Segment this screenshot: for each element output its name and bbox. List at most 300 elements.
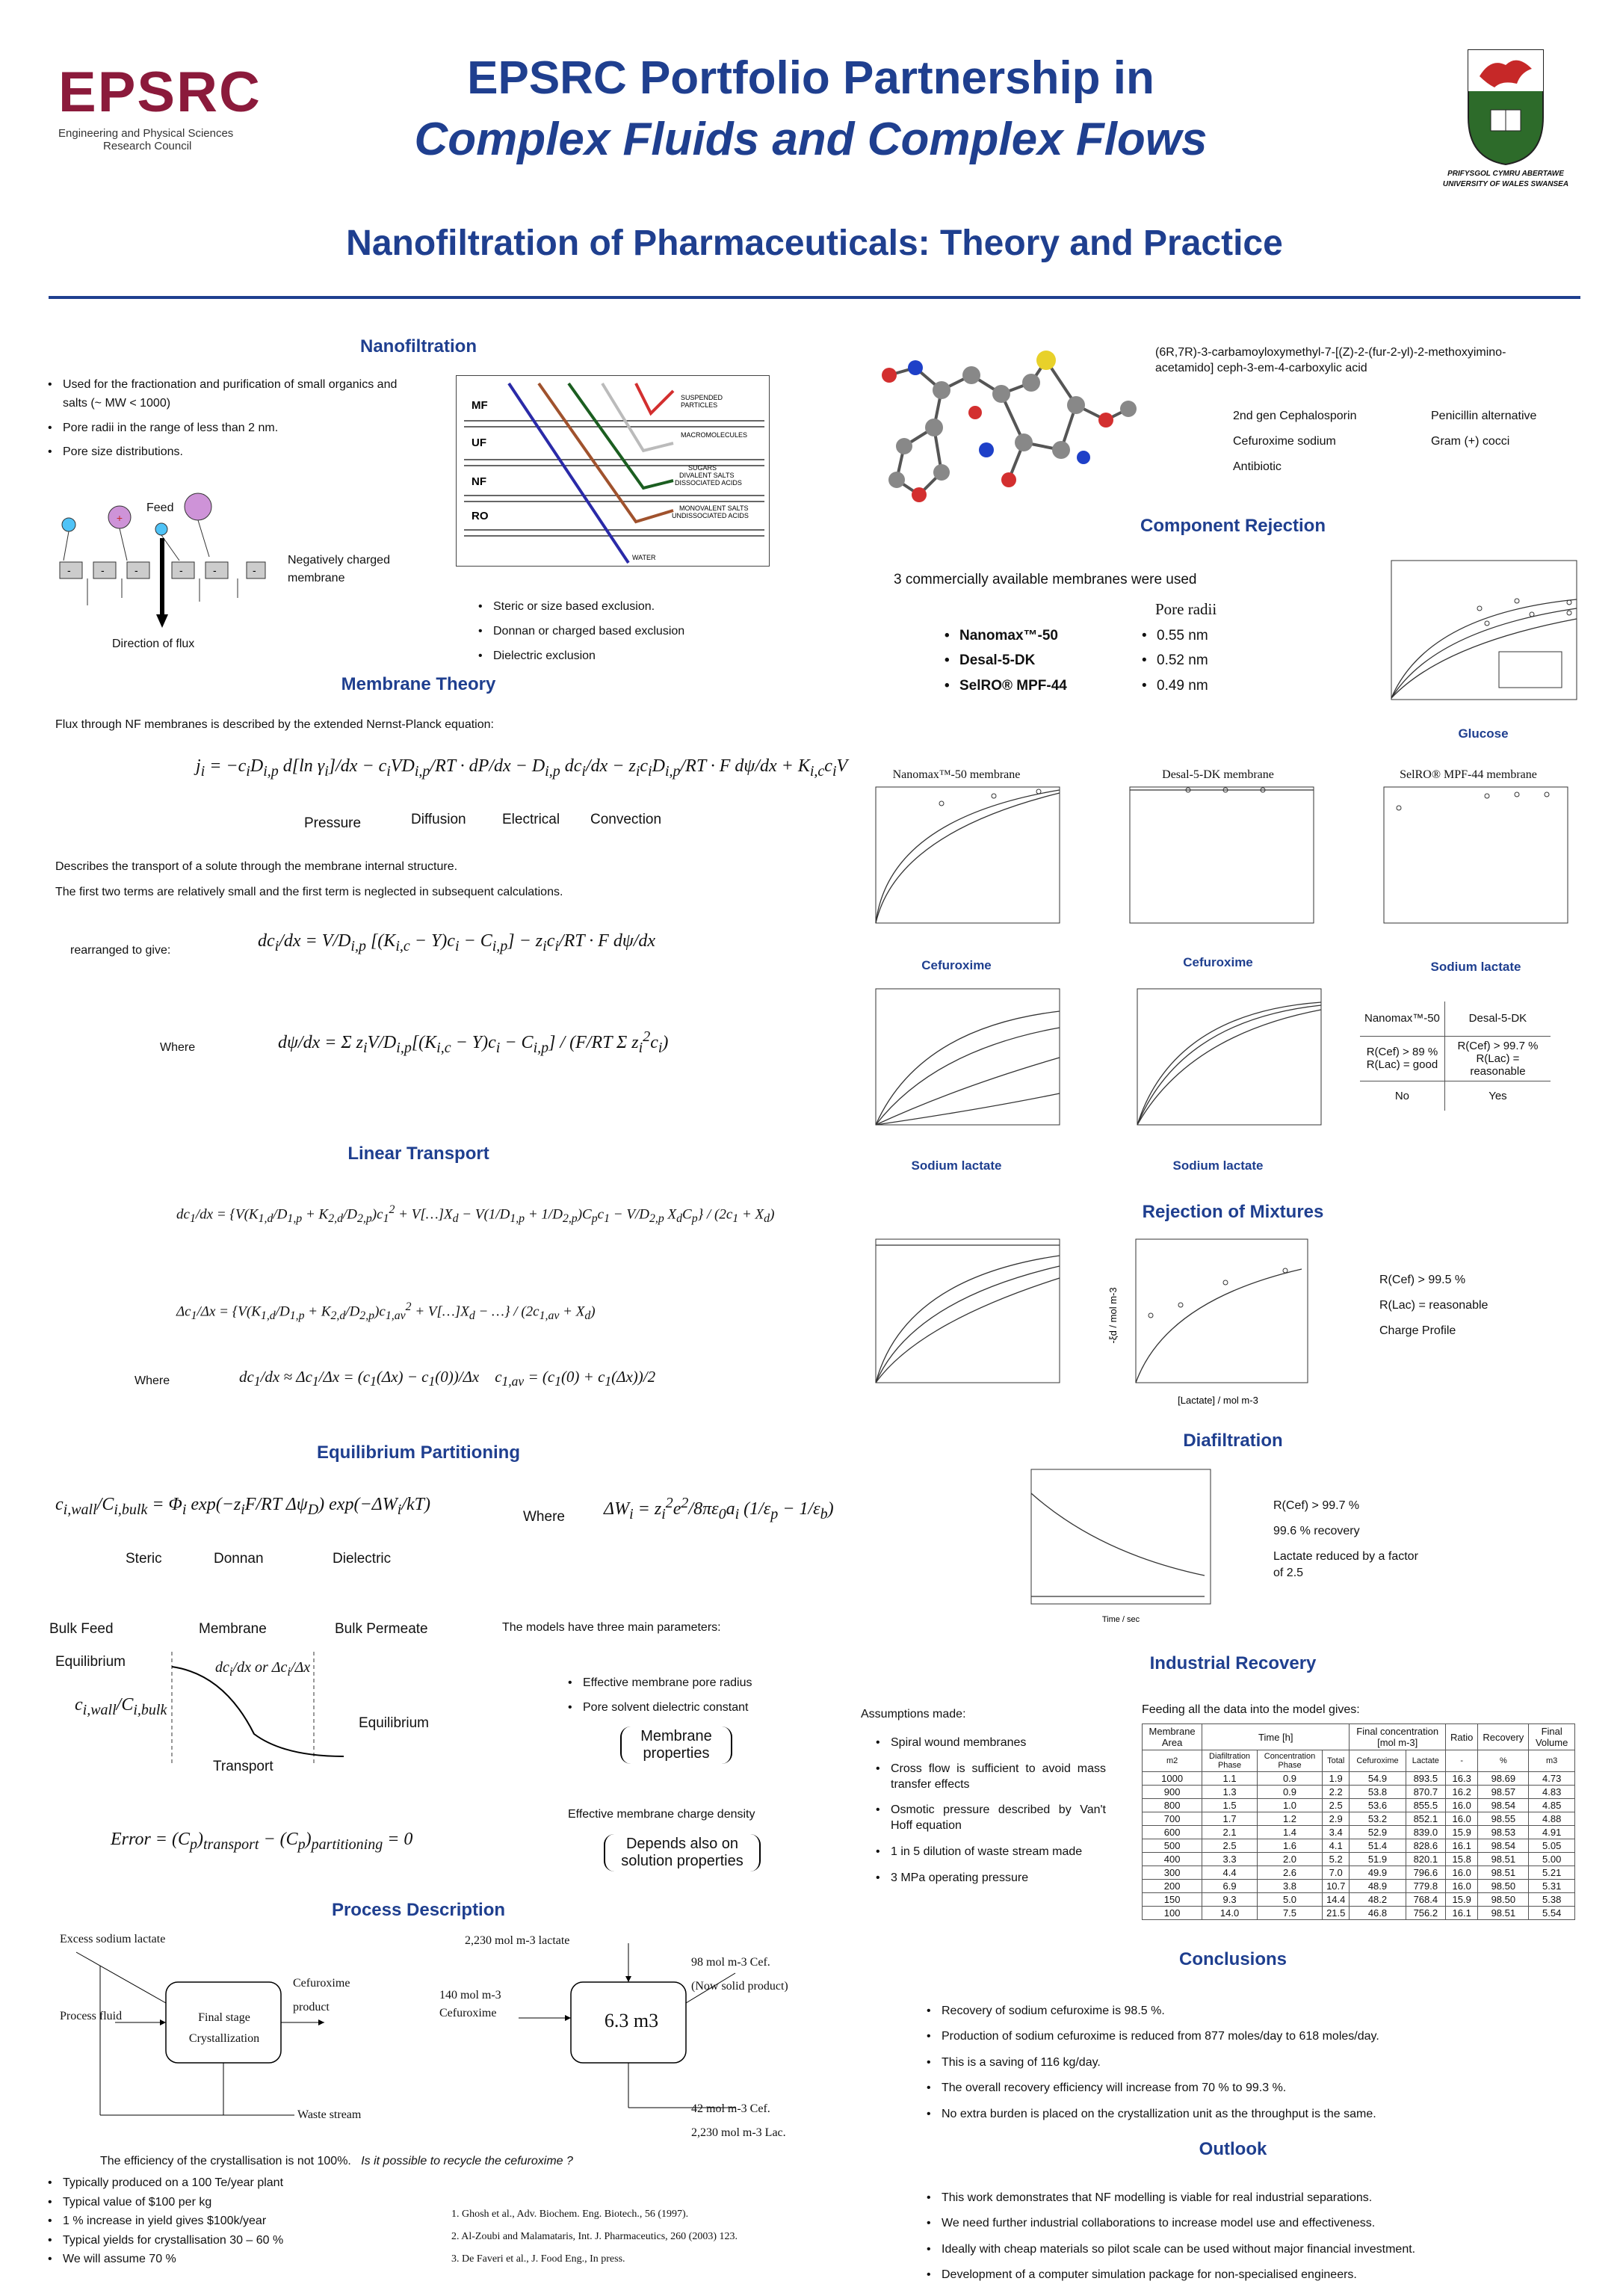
table-cell: 0.9 bbox=[1257, 1786, 1322, 1799]
molecule-props-right bbox=[1431, 404, 1536, 454]
nanofiltration-heading: Nanofiltration bbox=[360, 336, 477, 357]
table-cell: 852.1 bbox=[1406, 1812, 1445, 1826]
ind-sub: Concentration Phase bbox=[1257, 1750, 1322, 1772]
table-cell: 53.8 bbox=[1350, 1786, 1406, 1799]
brace-membrane-properties: Membrane properties bbox=[620, 1726, 732, 1764]
table-cell: 98.50 bbox=[1478, 1893, 1529, 1907]
plot-diafiltration bbox=[1009, 1463, 1218, 1628]
membrane-item: • SelRO® MPF-44 bbox=[943, 675, 1067, 697]
brace-solution-properties: Depends also on solution properties bbox=[604, 1834, 761, 1871]
selro-lactate-label: Sodium lactate bbox=[1430, 960, 1521, 974]
species-macromolecules: MACROMOLECULES bbox=[681, 431, 748, 439]
nanomax-cefuroxime-label: Cefuroxime bbox=[921, 958, 992, 972]
pore-item: • 0.49 nm bbox=[1140, 675, 1208, 697]
title-line-1: EPSRC Portfolio Partnership in bbox=[467, 52, 1154, 104]
equilibrium-where-label: Where bbox=[523, 1509, 565, 1525]
table-cell: 21.5 bbox=[1323, 1907, 1350, 1920]
process-bullet: • We will assume 70 % bbox=[46, 2251, 405, 2268]
svg-text:-: - bbox=[213, 564, 217, 576]
process-bullet: • Typical value of $100 per kg bbox=[46, 2194, 405, 2211]
table-cell: 48.2 bbox=[1350, 1893, 1406, 1907]
outlook-item: • Development of a computer simulation package for non-specialised engineers. bbox=[925, 2267, 1553, 2283]
feed-particles bbox=[62, 493, 211, 561]
epsrc-logo-text: EPSRC bbox=[58, 61, 262, 124]
table-cell: 98.57 bbox=[1478, 1786, 1529, 1799]
equilibrium-left: Equilibrium bbox=[55, 1654, 126, 1670]
level-nf: NF bbox=[472, 475, 486, 488]
table-cell: 16.0 bbox=[1446, 1812, 1478, 1826]
table-cell: 14.0 bbox=[1202, 1907, 1258, 1920]
direction-label: Direction of flux bbox=[112, 638, 195, 650]
nf-bullet: • Pore radii in the range of less than 2 nm. bbox=[46, 419, 398, 438]
outlook-heading: Outlook bbox=[1199, 2139, 1267, 2159]
industrial-table-body bbox=[1143, 1772, 1575, 1920]
potential-gradient-equation: dψ/dx = Σ $z_iV/D_{i,p}[(K_{i,c} - Y)c_i - C_{i,p}] / (F/RT$ Σ $z_i^2c_i$) bbox=[278, 1028, 669, 1056]
cmp-header: Nanomax™-50 bbox=[1360, 1002, 1444, 1036]
mixtures-xlabel: [Lactate] / mol m-3 bbox=[1178, 1395, 1258, 1406]
table-cell: 3.8 bbox=[1257, 1880, 1322, 1893]
table-cell: 54.9 bbox=[1350, 1772, 1406, 1786]
component-rejection-heading: Component Rejection bbox=[1140, 516, 1326, 536]
rearranged-label: rearranged to give: bbox=[70, 944, 171, 957]
assumption: • 1 in 5 dilution of waste stream made bbox=[874, 1845, 1106, 1860]
table-cell: 2.5 bbox=[1323, 1799, 1350, 1812]
table-cell: 98.54 bbox=[1478, 1839, 1529, 1853]
table-cell: 300 bbox=[1143, 1866, 1202, 1880]
crystallisation-efficiency bbox=[100, 2152, 573, 2170]
mixture-note: Charge Profile bbox=[1379, 1324, 1456, 1337]
cmp-cell: R(Lac) = good bbox=[1366, 1058, 1438, 1071]
glucose-label: Glucose bbox=[1458, 726, 1509, 741]
table-cell: 828.6 bbox=[1406, 1839, 1445, 1853]
species-monovalent: MONOVALENT SALTS bbox=[679, 504, 749, 512]
svg-text:-: - bbox=[135, 564, 138, 576]
outlet-solid: (Now solid product) bbox=[691, 1980, 788, 1993]
conclusion: • Recovery of sodium cefuroxime is 98.5 %. bbox=[925, 2003, 1538, 2019]
pore-list bbox=[1140, 625, 1208, 703]
process-bullet: • Typically produced on a 100 Te/year plant bbox=[46, 2175, 405, 2191]
table-cell: 10.7 bbox=[1323, 1880, 1350, 1893]
assumption: • Spiral wound membranes bbox=[874, 1735, 1106, 1751]
ind-sub: Lactate bbox=[1406, 1750, 1445, 1772]
nanomax-lactate-label: Sodium lactate bbox=[911, 1158, 1002, 1173]
level-ro: RO bbox=[472, 510, 489, 522]
table-cell: 98.51 bbox=[1478, 1866, 1529, 1880]
term-dielectric: Dielectric bbox=[333, 1551, 392, 1567]
mixtures-heading: Rejection of Mixtures bbox=[1142, 1202, 1324, 1222]
plot-title-nanomax: Nanomax™-50 membrane bbox=[892, 768, 1021, 781]
membrane-item: • Desal-5-DK bbox=[943, 649, 1067, 671]
table-cell: 46.8 bbox=[1350, 1907, 1406, 1920]
svg-text:-: - bbox=[253, 564, 256, 576]
filtration-spectrum bbox=[456, 375, 770, 567]
table-cell: 4.91 bbox=[1529, 1826, 1575, 1839]
table-cell: 1.6 bbox=[1257, 1839, 1322, 1853]
linear-transport-heading: Linear Transport bbox=[347, 1144, 489, 1164]
table-cell: 820.1 bbox=[1406, 1853, 1445, 1866]
diafiltration-heading: Diafiltration bbox=[1183, 1431, 1283, 1451]
outlook-item: • Ideally with cheap materials so pilot scale can be used without major financial investment. bbox=[925, 2241, 1553, 2258]
ind-sub: Cefuroxime bbox=[1350, 1750, 1406, 1772]
process-fluid: Process fluid bbox=[60, 2010, 123, 2022]
membrane-theory-heading: Membrane Theory bbox=[341, 674, 496, 694]
conclusion: • The overall recovery efficiency will increase from 70 % to 99.3 %. bbox=[925, 2080, 1538, 2096]
uni-line-1: PRIFYSGOL CYMRU ABERTAWE bbox=[1447, 170, 1564, 178]
outlet-cefuroxime: 98 mol m-3 Cef. bbox=[691, 1956, 770, 1969]
conclusion: • This is a saving of 116 kg/day. bbox=[925, 2055, 1538, 2071]
process-bullet: • 1 % increase in yield gives $100k/year bbox=[46, 2213, 405, 2229]
species-sugars: SUGARS bbox=[688, 464, 717, 472]
plot-charge-profile bbox=[1106, 1233, 1315, 1413]
conclusions-heading: Conclusions bbox=[1178, 1949, 1287, 1969]
ind-header: Final concentration [mol m-3] bbox=[1350, 1724, 1446, 1750]
table-cell: 796.6 bbox=[1406, 1866, 1445, 1880]
table-cell: 15.9 bbox=[1446, 1893, 1478, 1907]
membrane-col-label: Membrane bbox=[199, 1621, 267, 1637]
plot-glucose bbox=[1367, 555, 1584, 720]
membranes-intro: 3 commercially available membranes were used bbox=[894, 572, 1197, 587]
bulk-feed-label: Bulk Feed bbox=[49, 1621, 114, 1637]
species-particles: PARTICLES bbox=[681, 401, 718, 409]
ind-header: Time [h] bbox=[1202, 1724, 1350, 1750]
process-bullet: • Typical yields for crystallisation 30 – 60 % bbox=[46, 2232, 405, 2249]
linear-approx-equation: $dc_1/dx \approx \Delta c_1/\Delta x = (c_1(\Delta x) - c_1(0))/\Delta x$ $c_{1,av} = (c_1(0) + c_1(\Delta x))/2$ bbox=[239, 1368, 656, 1389]
plot-title-desal: Desal-5-DK membrane bbox=[1162, 768, 1274, 781]
table-cell: 16.0 bbox=[1446, 1880, 1478, 1893]
theory-where-label: Where bbox=[160, 1041, 196, 1054]
table-cell: 700 bbox=[1143, 1812, 1202, 1826]
plot-desal-lactate bbox=[1106, 983, 1330, 1147]
species-dissociated: DISSOCIATED ACIDS bbox=[675, 479, 742, 487]
cefuroxime-molecule bbox=[859, 338, 1143, 502]
uni-line-2: UNIVERSITY OF WALES SWANSEA bbox=[1442, 180, 1569, 188]
linear-equation-1: $dc_1/dx = \{V(K_{1,d}/D_{1,p} + K_{2,d}/D_{2,p})c_1^2$ + $V[\dots]X_d - V(1/D_{1,p} + 1/D_{2,p})C_pc_1 - V/D_{2,p}$ $X_dC_p\} / (2c_1 + X_d)$ bbox=[176, 1203, 775, 1226]
theory-desc-2: The first two terms are relatively small and the first term is neglected in subsequent calculations. bbox=[55, 886, 563, 898]
table-cell: 2.0 bbox=[1257, 1853, 1322, 1866]
term-donnan: Donnan bbox=[214, 1551, 264, 1567]
table-cell: 53.6 bbox=[1350, 1799, 1406, 1812]
table-cell: 1.7 bbox=[1202, 1812, 1258, 1826]
table-cell: 1000 bbox=[1143, 1772, 1202, 1786]
plot-mixtures-rejection bbox=[844, 1233, 1069, 1405]
partition-equation: $c_{i,wall}/C_{i,bulk} = \Phi_i$ $\exp(-z_iF/RT$ $\Delta\psi_D$) $\exp(-\Delta W_i/kT)$ bbox=[55, 1495, 430, 1518]
efficiency-text: The efficiency of the crystallisation is not 100%. bbox=[100, 2155, 351, 2167]
term-diffusion: Diffusion bbox=[411, 812, 466, 827]
plot-title-selro: SelRO® MPF-44 membrane bbox=[1400, 768, 1537, 781]
table-cell: 4.73 bbox=[1529, 1772, 1575, 1786]
desal-cefuroxime-label: Cefuroxime bbox=[1183, 955, 1253, 969]
title-line-2: Complex Fluids and Complex Flows bbox=[414, 114, 1208, 165]
table-cell: 1.9 bbox=[1323, 1772, 1350, 1786]
plot-selro-lactate bbox=[1352, 781, 1577, 945]
table-row bbox=[1143, 1893, 1575, 1907]
cefuroxime-product: Cefuroxime product bbox=[293, 1977, 350, 2013]
linear-where-label: Where bbox=[135, 1374, 170, 1387]
assumption: • Cross flow is sufficient to avoid mass transfer effects bbox=[874, 1762, 1106, 1793]
mixtures-ylabel: -ξd / mol m-3 bbox=[1107, 1287, 1119, 1344]
species-undissociated: UNDISSOCIATED ACIDS bbox=[672, 512, 749, 519]
assumption: • 3 MPa operating pressure bbox=[874, 1871, 1106, 1886]
bulk-permeate-label: Bulk Permeate bbox=[335, 1621, 428, 1637]
waste-stream: Waste stream bbox=[297, 2108, 362, 2121]
table-cell: 756.2 bbox=[1406, 1907, 1445, 1920]
molecule-name: (6R,7R)-3-carbamoyloxymethyl-7-[(Z)-2-(fur-2-yl)-2-methoxyimino-acetamido] ceph-3-em-4-carboxylic acid bbox=[1155, 346, 1506, 374]
svg-text:-: - bbox=[101, 564, 105, 576]
equilibrium-right: Equilibrium bbox=[359, 1715, 429, 1731]
mechanism: • Dielectric exclusion bbox=[477, 647, 761, 666]
svg-text:+: + bbox=[116, 512, 123, 524]
table-cell: 98.55 bbox=[1478, 1812, 1529, 1826]
table-cell: 98.54 bbox=[1478, 1799, 1529, 1812]
crest-icon bbox=[1465, 46, 1547, 166]
outlook-list bbox=[925, 2190, 1553, 2290]
plot-desal-cefuroxime bbox=[1098, 781, 1323, 945]
conclusion: • Production of sodium cefuroxime is reduced from 877 moles/day to 618 moles/day. bbox=[925, 2028, 1538, 2045]
term-electrical: Electrical bbox=[502, 812, 560, 827]
svg-text:-: - bbox=[179, 564, 183, 576]
table-cell: 98.51 bbox=[1478, 1853, 1529, 1866]
table-cell: 800 bbox=[1143, 1799, 1202, 1812]
table-cell: 5.54 bbox=[1529, 1907, 1575, 1920]
table-cell: 15.9 bbox=[1446, 1826, 1478, 1839]
table-cell: 7.0 bbox=[1323, 1866, 1350, 1880]
inlet-lactate: 2,230 mol m-3 lactate bbox=[465, 1934, 570, 1947]
reference: 3. De Faveri et al., J. Food Eng., In press. bbox=[451, 2253, 625, 2265]
linear-equation-2: $\Delta c_1/\Delta x = \{V(K_{1,d}/D_{1,p} + K_{2,d}/D_{2,p})c_{1,av}^2$ + $V[\dots]X_d$ − …} / $(2c_{1,av} + X_d)$ bbox=[176, 1300, 596, 1323]
membrane-label: Negatively charged membrane bbox=[288, 554, 390, 584]
table-cell: 400 bbox=[1143, 1853, 1202, 1866]
table-cell: 98.69 bbox=[1478, 1772, 1529, 1786]
species-water: WATER bbox=[632, 554, 656, 561]
mechanism: • Steric or size based exclusion. bbox=[477, 598, 761, 617]
reference: 2. Al-Zoubi and Malamataris, Int. J. Pharmaceutics, 260 (2003) 123. bbox=[451, 2231, 738, 2242]
table-cell: 98.50 bbox=[1478, 1880, 1529, 1893]
molecule-props-left bbox=[1233, 404, 1356, 480]
table-cell: 839.0 bbox=[1406, 1826, 1445, 1839]
table-cell: 1.5 bbox=[1202, 1799, 1258, 1812]
plot-nanomax-cefuroxime bbox=[844, 781, 1069, 945]
university-crest bbox=[1465, 46, 1547, 166]
exclusion-mechanisms bbox=[477, 598, 761, 671]
ind-header: Ratio bbox=[1446, 1724, 1478, 1750]
table-row bbox=[1143, 1839, 1575, 1853]
membrane-list bbox=[943, 625, 1067, 703]
mixtures-notes bbox=[1379, 1268, 1488, 1344]
assumptions-list bbox=[874, 1735, 1106, 1892]
table-cell: 98.53 bbox=[1478, 1826, 1529, 1839]
table-cell: 779.8 bbox=[1406, 1880, 1445, 1893]
membrane-item: • Nanomax™-50 bbox=[943, 625, 1067, 646]
prop: 2nd gen Cephalosporin bbox=[1233, 410, 1357, 422]
svg-text:-: - bbox=[67, 564, 71, 576]
table-row bbox=[1143, 1907, 1575, 1920]
equilibrium-heading: Equilibrium Partitioning bbox=[317, 1442, 520, 1463]
table-cell: 16.0 bbox=[1446, 1866, 1478, 1880]
table-cell: 200 bbox=[1143, 1880, 1202, 1893]
table-cell: 16.1 bbox=[1446, 1839, 1478, 1853]
table-cell: 3.4 bbox=[1323, 1826, 1350, 1839]
industrial-table bbox=[1142, 1723, 1575, 1920]
table-cell: 870.7 bbox=[1406, 1786, 1445, 1799]
table-cell: 100 bbox=[1143, 1907, 1202, 1920]
table-cell: 855.5 bbox=[1406, 1799, 1445, 1812]
table-cell: 150 bbox=[1143, 1893, 1202, 1907]
rearranged-equation: $dc_i/dx = V/D_{i,p}$ $[(K_{i,c} - Y)c_i - C_{i,p}] - z_ic_i/RT \cdot F$ dψ/dx bbox=[258, 931, 656, 954]
process-heading: Process Description bbox=[331, 1900, 506, 1920]
table-row bbox=[1143, 1866, 1575, 1880]
prop: Gram (+) cocci bbox=[1431, 435, 1510, 448]
conclusion: • No extra burden is placed on the crystallization unit as the throughput is the same. bbox=[925, 2106, 1538, 2123]
table-cell: 2.2 bbox=[1323, 1786, 1350, 1799]
nf-bullet: • Pore size distributions. bbox=[46, 443, 398, 462]
table-cell: 2.6 bbox=[1257, 1866, 1322, 1880]
model-parameters bbox=[566, 1674, 813, 1723]
parameter: • Effective membrane pore radius bbox=[566, 1674, 813, 1693]
prop: Cefuroxime sodium bbox=[1233, 435, 1336, 448]
table-cell: 6.9 bbox=[1202, 1880, 1258, 1893]
table-cell: 53.2 bbox=[1350, 1812, 1406, 1826]
table-cell: 1.3 bbox=[1202, 1786, 1258, 1799]
table-cell: 900 bbox=[1143, 1786, 1202, 1799]
table-cell: 5.05 bbox=[1529, 1839, 1575, 1853]
epsrc-logo-sub2: Research Council bbox=[103, 140, 192, 152]
table-row bbox=[1143, 1853, 1575, 1866]
born-equation: $\Delta W_i = z_i^2e^2/8\pi\varepsilon_0a_i$ $(1/\varepsilon_p - 1/\varepsilon_b)$ bbox=[604, 1495, 834, 1522]
industrial-heading: Industrial Recovery bbox=[1149, 1653, 1317, 1673]
table-cell: 5.00 bbox=[1529, 1853, 1575, 1866]
table-row bbox=[1143, 1799, 1575, 1812]
table-row bbox=[1143, 1880, 1575, 1893]
university-name bbox=[1427, 169, 1584, 190]
table-cell: 3.3 bbox=[1202, 1853, 1258, 1866]
epsrc-logo bbox=[58, 63, 260, 175]
desal-lactate-label: Sodium lactate bbox=[1172, 1158, 1264, 1173]
final-stage-box: Final stage Crystallization bbox=[188, 2011, 260, 2045]
ind-sub: m3 bbox=[1529, 1750, 1575, 1772]
parameter: • Pore solvent dielectric constant bbox=[566, 1699, 813, 1718]
table-cell: 14.4 bbox=[1323, 1893, 1350, 1907]
partition-ratio: $c_{i,wall}/C_{i,bulk}$ bbox=[75, 1695, 167, 1718]
references bbox=[451, 2203, 738, 2271]
term-convection: Convection bbox=[590, 812, 662, 827]
table-cell: 16.2 bbox=[1446, 1786, 1478, 1799]
table-cell: 1.0 bbox=[1257, 1799, 1322, 1812]
table-cell: 4.1 bbox=[1323, 1839, 1350, 1853]
ind-sub: Total bbox=[1323, 1750, 1350, 1772]
conclusions-list bbox=[925, 2003, 1538, 2129]
process-bullets bbox=[46, 2175, 405, 2271]
table-cell: 51.4 bbox=[1350, 1839, 1406, 1853]
table-cell: 1.1 bbox=[1202, 1772, 1258, 1786]
species-divalent: DIVALENT SALTS bbox=[679, 472, 735, 479]
table-cell: 1.2 bbox=[1257, 1812, 1322, 1826]
waste-cefuroxime: 42 mol m-3 Cef. bbox=[691, 2102, 770, 2115]
diafiltration-note: 99.6 % recovery bbox=[1273, 1525, 1360, 1537]
table-cell: 0.9 bbox=[1257, 1772, 1322, 1786]
cmp-header: Desal-5-DK bbox=[1444, 1002, 1551, 1036]
waste-lactate: 2,230 mol m-3 Lac. bbox=[691, 2126, 786, 2139]
cmp-cell: R(Cef) > 89 % bbox=[1366, 1046, 1438, 1058]
table-cell: 2.9 bbox=[1323, 1812, 1350, 1826]
table-cell: 893.5 bbox=[1406, 1772, 1445, 1786]
table-cell: 4.4 bbox=[1202, 1866, 1258, 1880]
table-cell: 98.51 bbox=[1478, 1907, 1529, 1920]
table-cell: 16.1 bbox=[1446, 1907, 1478, 1920]
nanofiltration-bullets bbox=[46, 376, 398, 468]
feed-label: Feed bbox=[146, 502, 174, 514]
species-suspended: SUSPENDED bbox=[681, 394, 723, 401]
diafiltration-xlabel: Time / sec bbox=[1101, 1615, 1140, 1624]
table-cell: 600 bbox=[1143, 1826, 1202, 1839]
table-cell: 1.4 bbox=[1257, 1826, 1322, 1839]
term-pressure: Pressure bbox=[304, 815, 362, 831]
table-cell: 51.9 bbox=[1350, 1853, 1406, 1866]
reference: 1. Ghosh et al., Adv. Biochem. Eng. Biotech., 56 (1997). bbox=[451, 2209, 689, 2220]
pore-item: • 0.52 nm bbox=[1140, 649, 1208, 671]
table-cell: 2.1 bbox=[1202, 1826, 1258, 1839]
outlook-item: • This work demonstrates that NF modelling is viable for real industrial separations. bbox=[925, 2190, 1553, 2206]
cmp-cell: R(Lac) = reasonable bbox=[1470, 1052, 1526, 1078]
mechanism: • Donnan or charged based exclusion bbox=[477, 623, 761, 641]
table-cell: 5.31 bbox=[1529, 1880, 1575, 1893]
cmp-cell: Yes bbox=[1444, 1081, 1551, 1111]
outlook-item: • We need further industrial collaborations to increase model use and effectiveness. bbox=[925, 2215, 1553, 2232]
transport-label: Transport bbox=[213, 1759, 273, 1774]
nf-bullet: • Used for the fractionation and purification of small organics and salts (~ MW < 1000) bbox=[46, 376, 398, 413]
table-row bbox=[1143, 1826, 1575, 1839]
feeding-label: Feeding all the data into the model gives: bbox=[1142, 1703, 1360, 1716]
table-cell: 5.38 bbox=[1529, 1893, 1575, 1907]
nernst-planck-equation: $j_i = -c_iD_{i,p}$ d[ln $\gamma_i]/dx - c_iVD_{i,p}/RT \cdot dP/dx - D_{i,p}$ $dc_i/dx - z_ic_iD_{i,p}/RT \cdot F$ $d\psi/dx + K_{i,c}c_iV$ bbox=[196, 756, 848, 780]
poster-title bbox=[284, 48, 1338, 170]
table-cell: 49.9 bbox=[1350, 1866, 1406, 1880]
error-equation: Error = $(C_p)_{transport} - (C_p)_{partitioning} = 0$ bbox=[111, 1830, 413, 1853]
glucose-points bbox=[1477, 599, 1571, 626]
ind-header: Final Volume bbox=[1529, 1724, 1575, 1750]
ind-sub: % bbox=[1478, 1750, 1529, 1772]
theory-desc-1: Describes the transport of a solute through the membrane internal structure. bbox=[55, 860, 458, 873]
term-steric: Steric bbox=[126, 1551, 162, 1567]
assumptions-title: Assumptions made: bbox=[861, 1708, 966, 1721]
table-cell: 768.4 bbox=[1406, 1893, 1445, 1907]
pore-item: • 0.55 nm bbox=[1140, 625, 1208, 646]
table-cell: 500 bbox=[1143, 1839, 1202, 1853]
table-cell: 9.3 bbox=[1202, 1893, 1258, 1907]
ind-header: Membrane Area bbox=[1143, 1724, 1202, 1750]
prop: Penicillin alternative bbox=[1431, 410, 1537, 422]
diafiltration-notes bbox=[1273, 1493, 1423, 1581]
cmp-cell: R(Cef) > 99.7 % bbox=[1457, 1039, 1539, 1052]
level-mf: MF bbox=[472, 399, 488, 412]
mixture-note: R(Lac) = reasonable bbox=[1379, 1299, 1488, 1312]
diafiltration-note: Lactate reduced by a factor of 2.5 bbox=[1273, 1550, 1418, 1579]
recycle-question: Is it possible to recycle the cefuroxime ? bbox=[361, 2155, 573, 2167]
table-cell: 5.2 bbox=[1323, 1853, 1350, 1866]
charge-density-label: Effective membrane charge density bbox=[568, 1808, 755, 1821]
poster-subtitle: Nanofiltration of Pharmaceuticals: Theory and Practice bbox=[346, 223, 1283, 263]
ind-sub: Diafiltration Phase bbox=[1202, 1750, 1258, 1772]
tank-volume: 6.3 m3 bbox=[604, 2010, 659, 2031]
table-row bbox=[1143, 1772, 1575, 1786]
table-cell: 5.21 bbox=[1529, 1866, 1575, 1880]
epsrc-logo-sub1: Engineering and Physical Sciences bbox=[58, 127, 234, 140]
assumption: • Osmotic pressure described by Van't Hoff equation bbox=[874, 1803, 1106, 1834]
inlet-cefuroxime: 140 mol m-3 Cefuroxime bbox=[439, 1989, 501, 2019]
diafiltration-note: R(Cef) > 99.7 % bbox=[1273, 1499, 1360, 1512]
table-row bbox=[1143, 1812, 1575, 1826]
models-intro: The models have three main parameters: bbox=[502, 1621, 721, 1634]
theory-intro: Flux through NF membranes is described by the extended Nernst-Planck equation: bbox=[55, 718, 494, 731]
